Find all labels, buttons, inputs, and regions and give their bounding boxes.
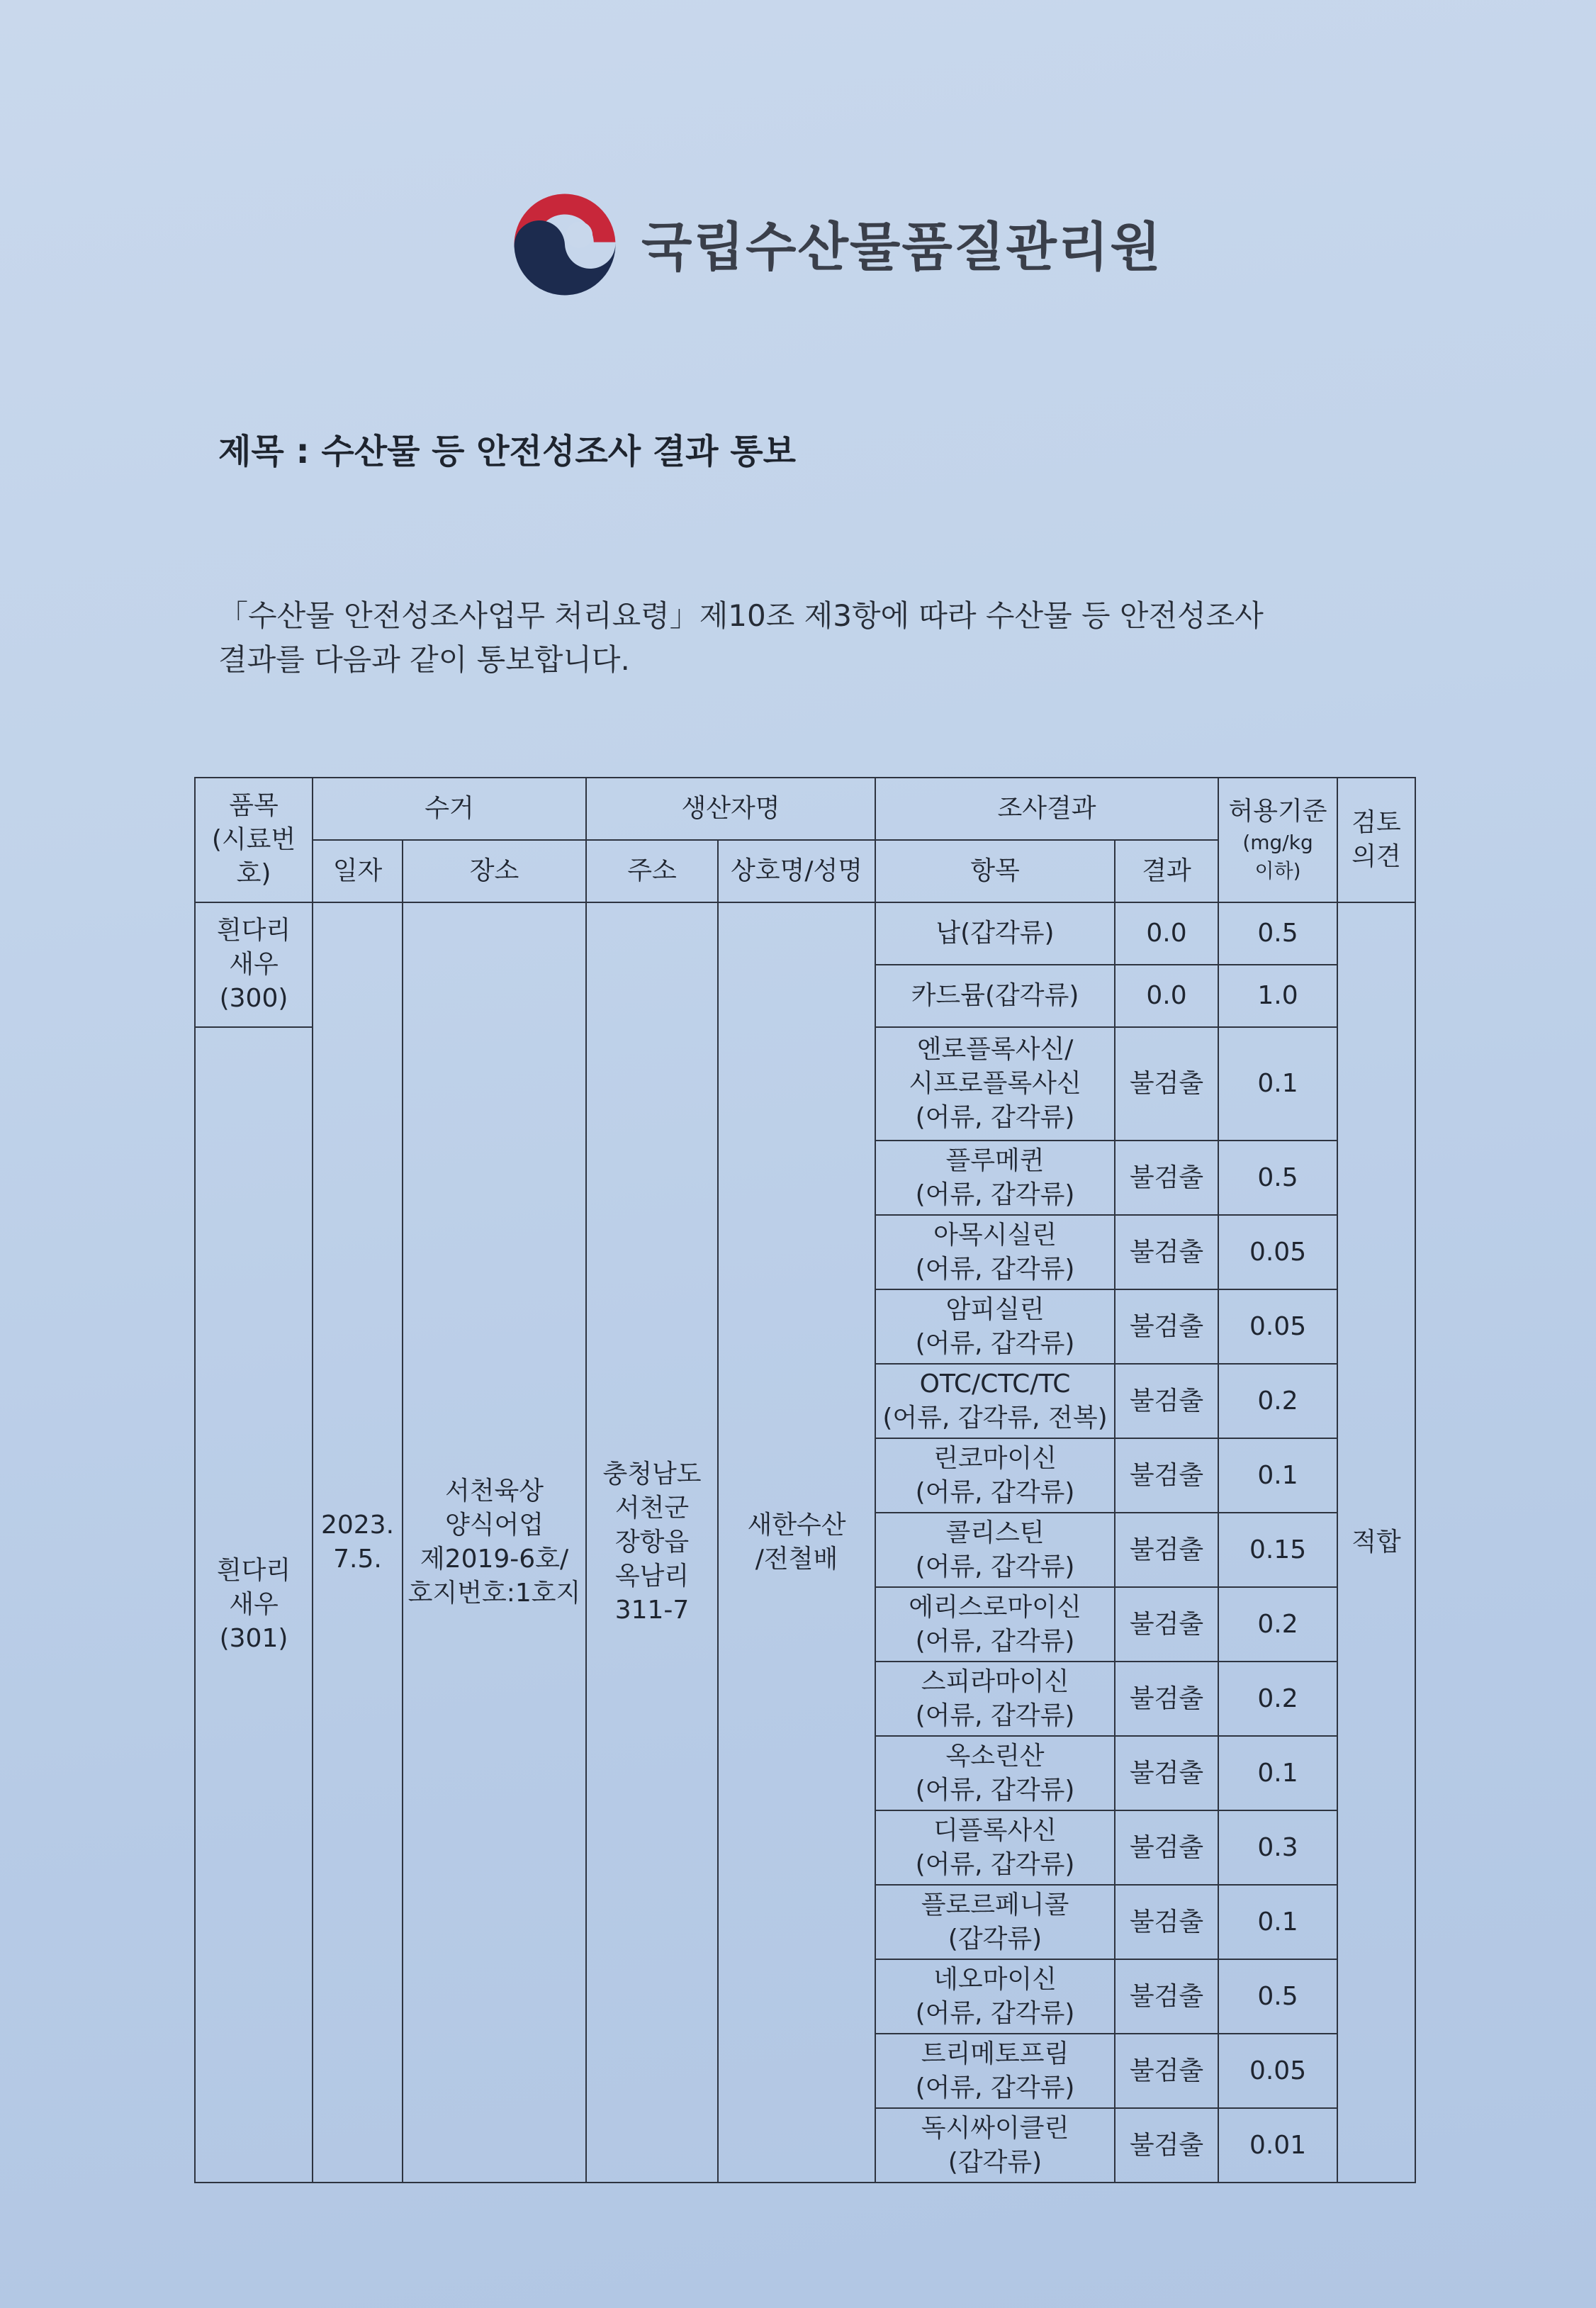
limit-cell: 0.15: [1218, 1513, 1337, 1587]
test-item-cell: 콜리스틴 (어류, 갑각류): [875, 1513, 1115, 1587]
header-test-item: 항목: [875, 840, 1115, 902]
limit-cell: 0.05: [1218, 1215, 1337, 1289]
limit-cell: 0.5: [1218, 902, 1337, 965]
limit-cell: 0.5: [1218, 1141, 1337, 1215]
header-result: 결과: [1115, 840, 1218, 902]
table-row: [195, 902, 1415, 965]
limit-cell: 0.1: [1218, 1027, 1337, 1141]
header-collection: 수거: [313, 778, 586, 840]
limit-cell: 0.1: [1218, 1736, 1337, 1810]
limit-cell: 0.2: [1218, 1364, 1337, 1438]
test-item-cell: 디플록사신 (어류, 갑각류): [875, 1810, 1115, 1885]
result-cell: 불검출: [1115, 1587, 1218, 1662]
result-cell: 불검출: [1115, 1959, 1218, 2034]
limit-cell: 0.05: [1218, 1289, 1337, 1364]
test-item-cell: 카드뮴(갑각류): [875, 965, 1115, 1027]
header-results: 조사결과: [875, 778, 1218, 840]
result-cell: 불검출: [1115, 1885, 1218, 1959]
test-item-cell: 린코마이신 (어류, 갑각류): [875, 1438, 1115, 1513]
collection-place-cell: 서천육상 양식어업 제2019-6호/ 호지번호:1호지: [403, 902, 586, 2183]
limit-cell: 0.2: [1218, 1587, 1337, 1662]
test-item-cell: 암피실린 (어류, 갑각류): [875, 1289, 1115, 1364]
limit-cell: 0.5: [1218, 1959, 1337, 2034]
test-item-cell: 납(갑각류): [875, 902, 1115, 965]
test-item-cell: 옥소린산 (어류, 갑각류): [875, 1736, 1115, 1810]
result-cell: 불검출: [1115, 1810, 1218, 1885]
header-place: 장소: [403, 840, 586, 902]
document-title: 제목 : 수산물 등 안전성조사 결과 통보: [218, 432, 796, 471]
header-business: 상호명/성명: [718, 840, 875, 902]
result-cell: 불검출: [1115, 1141, 1218, 1215]
test-item-cell: 플루메퀸 (어류, 갑각류): [875, 1141, 1115, 1215]
collection-date-cell: 2023. 7.5.: [313, 902, 403, 2183]
header-producer: 생산자명: [586, 778, 875, 840]
limit-cell: 0.3: [1218, 1810, 1337, 1885]
results-table: [194, 777, 1416, 2183]
limit-cell: 0.2: [1218, 1662, 1337, 1736]
result-cell: 불검출: [1115, 1215, 1218, 1289]
sample-300-cell: 흰다리 새우 (300): [195, 902, 313, 1027]
test-item-cell: 독시싸이클린 (갑각류): [875, 2108, 1115, 2183]
test-item-cell: 네오마이신 (어류, 갑각류): [875, 1959, 1115, 2034]
test-item-cell: 아목시실린 (어류, 갑각류): [875, 1215, 1115, 1289]
header-date: 일자: [313, 840, 403, 902]
header-item: 품목 (시료번호): [195, 778, 313, 902]
result-cell: 불검출: [1115, 1662, 1218, 1736]
result-cell: 불검출: [1115, 1438, 1218, 1513]
intro-line-1: 「수산물 안전성조사업무 처리요령」제10조 제3항에 따라 수산물 등 안전성조사: [218, 598, 1264, 633]
intro-line-2: 결과를 다음과 같이 통보합니다.: [218, 642, 630, 677]
organization-name: 국립수산물품질관리원: [641, 217, 1162, 278]
producer-address-cell: 충청남도 서천군 장항읍 옥남리 311-7: [586, 902, 718, 2183]
result-cell: 불검출: [1115, 1513, 1218, 1587]
opinion-cell: 적합: [1337, 902, 1415, 2183]
header-address: 주소: [586, 840, 718, 902]
result-cell: 불검출: [1115, 2108, 1218, 2183]
result-cell: 0.0: [1115, 965, 1218, 1027]
result-cell: 불검출: [1115, 1027, 1218, 1141]
result-cell: 불검출: [1115, 1289, 1218, 1364]
limit-cell: 0.1: [1218, 1438, 1337, 1513]
limit-cell: 0.1: [1218, 1885, 1337, 1959]
test-item-cell: OTC/CTC/TC (어류, 갑각류, 전복): [875, 1364, 1115, 1438]
result-cell: 불검출: [1115, 1736, 1218, 1810]
result-cell: 0.0: [1115, 902, 1218, 965]
limit-cell: 0.01: [1218, 2108, 1337, 2183]
sample-301-cell: 흰다리 새우 (301): [195, 1027, 313, 2183]
test-item-cell: 엔로플록사신/ 시프로플록사신 (어류, 갑각류): [875, 1027, 1115, 1141]
result-cell: 불검출: [1115, 2034, 1218, 2108]
producer-business-cell: 새한수산 /전철배: [718, 902, 875, 2183]
header-opinion: 검토 의견: [1337, 778, 1415, 902]
result-cell: 불검출: [1115, 1364, 1218, 1438]
limit-cell: 1.0: [1218, 965, 1337, 1027]
intro-paragraph: [218, 594, 1381, 682]
test-item-cell: 에리스로마이신 (어류, 갑각류): [875, 1587, 1115, 1662]
test-item-cell: 플로르페니콜 (갑각류): [875, 1885, 1115, 1959]
government-emblem-icon: [505, 184, 625, 305]
test-item-cell: 트리메토프림 (어류, 갑각류): [875, 2034, 1115, 2108]
limit-cell: 0.05: [1218, 2034, 1337, 2108]
test-item-cell: 스피라마이신 (어류, 갑각류): [875, 1662, 1115, 1736]
header-limit: 허용기준 (mg/kg 이하): [1218, 778, 1337, 902]
